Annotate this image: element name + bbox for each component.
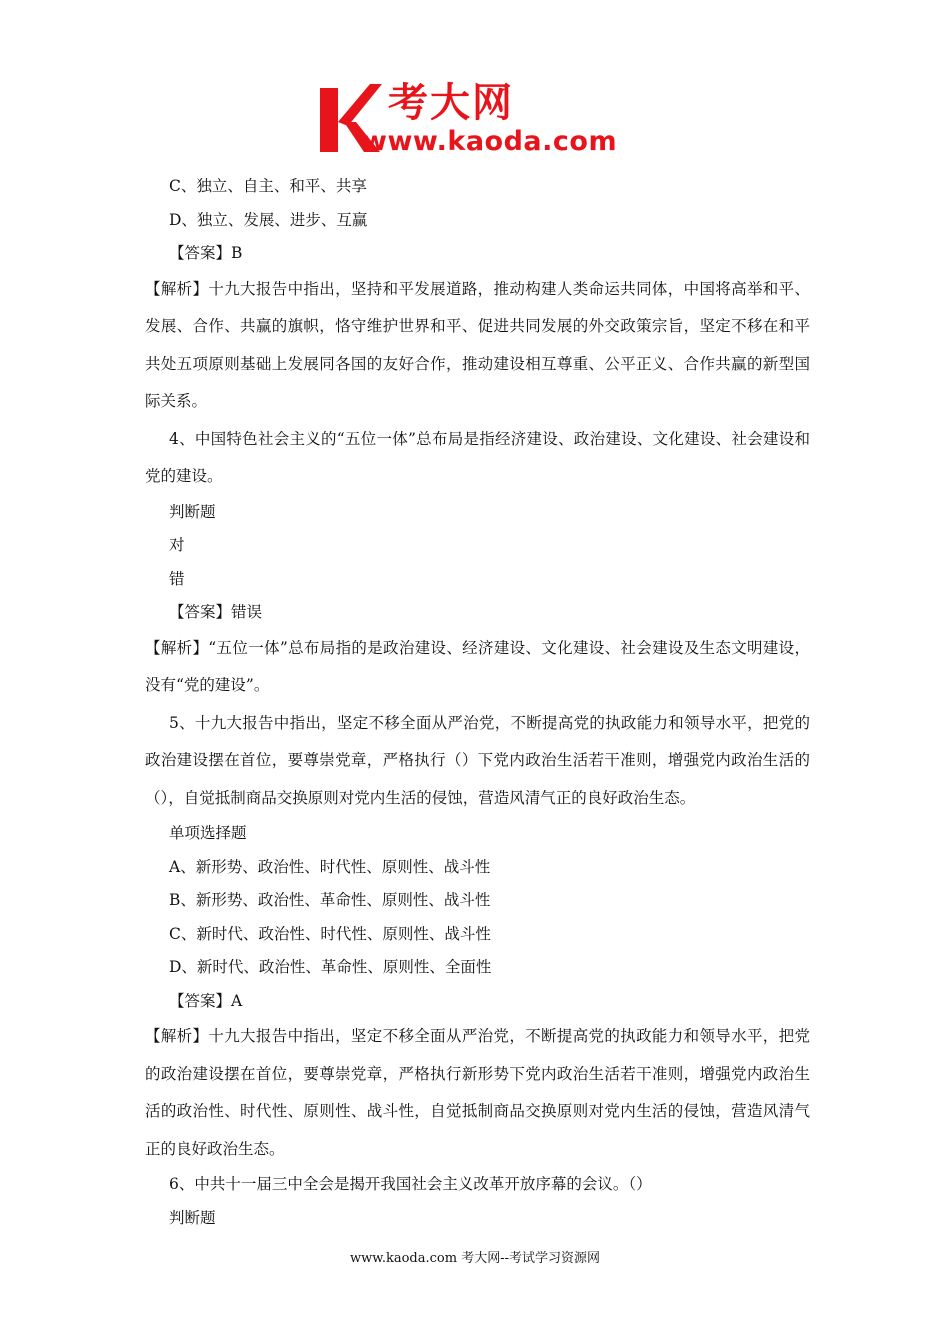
q4-type: 判断题	[169, 502, 216, 521]
page-footer: www.kaoda.com 考大网--考试学习资源网	[350, 1251, 600, 1266]
kaoda-logo	[318, 82, 638, 162]
q4-answer: 【答案】错误	[169, 603, 263, 621]
q6-question: 6、中共十一届三中全会是揭开我国社会主义改革开放序幕的会议。（）	[169, 1175, 652, 1193]
q4-option-true: 对	[169, 536, 185, 554]
logo-url: www.kaoda.com	[362, 126, 618, 157]
q3-option-c: C、独立、自主、和平、共享	[169, 177, 367, 195]
document-body	[145, 170, 810, 1235]
q6-type: 判断题	[169, 1208, 216, 1227]
q5-option-a: A、新形势、政治性、时代性、原则性、战斗性	[169, 857, 491, 876]
q3-answer: 【答案】B	[169, 244, 243, 262]
q3-option-d: D、独立、发展、进步、互赢	[169, 210, 368, 229]
q5-type: 单项选择题	[169, 824, 247, 842]
q5-option-b: B、新形势、政治性、革命性、原则性、战斗性	[169, 891, 491, 909]
q5-option-c: C、新时代、政治性、时代性、原则性、战斗性	[169, 924, 491, 943]
q4-option-false: 错	[169, 569, 185, 588]
q4-analysis: 【解析】“五位一体”总布局指的是政治建设、经济建设、文化建设、社会建设及生态文明建设，没有“党的建设”。	[145, 638, 810, 694]
q5-option-d: D、新时代、政治性、革命性、原则性、全面性	[169, 958, 492, 976]
q4-question: 4、中国特色社会主义的“五位一体”总布局是指经济建设、政治建设、文化建设、社会建设和党的建设。	[145, 429, 810, 485]
q5-answer: 【答案】A	[169, 991, 243, 1010]
q5-question: 5、十九大报告中指出，坚定不移全面从严治党，不断提高党的执政能力和领导水平，把党的政治建设摆在首位，要尊崇党章，严格执行（）下党内政治生活若干准则，增强党内政治生活的（），自觉抵制商品交换原则对党内生活的侵蚀，营造风清气正的良好政治生态。	[145, 713, 810, 807]
logo-name: 考大网	[388, 80, 514, 126]
q3-analysis: 【解析】十九大报告中指出，坚持和平发展道路，推动构建人类命运共同体，中国将高举和平、发展、合作、共赢的旗帜，恪守维护世界和平、促进共同发展的外交政策宗旨，坚定不移在和平共处五项原则基础上发展同各国的友好合作，推动建设相互尊重、公平正义、合作共赢的新型国际关系。	[145, 279, 810, 410]
q5-analysis: 【解析】十九大报告中指出，坚定不移全面从严治党，不断提高党的执政能力和领导水平，把党的政治建设摆在首位，要尊崇党章，严格执行新形势下党内政治生活若干准则，增强党内政治生活的政治性、时代性、原则性、战斗性，自觉抵制商品交换原则对党内生活的侵蚀，营造风清气正的良好政治生态。	[145, 1027, 810, 1158]
